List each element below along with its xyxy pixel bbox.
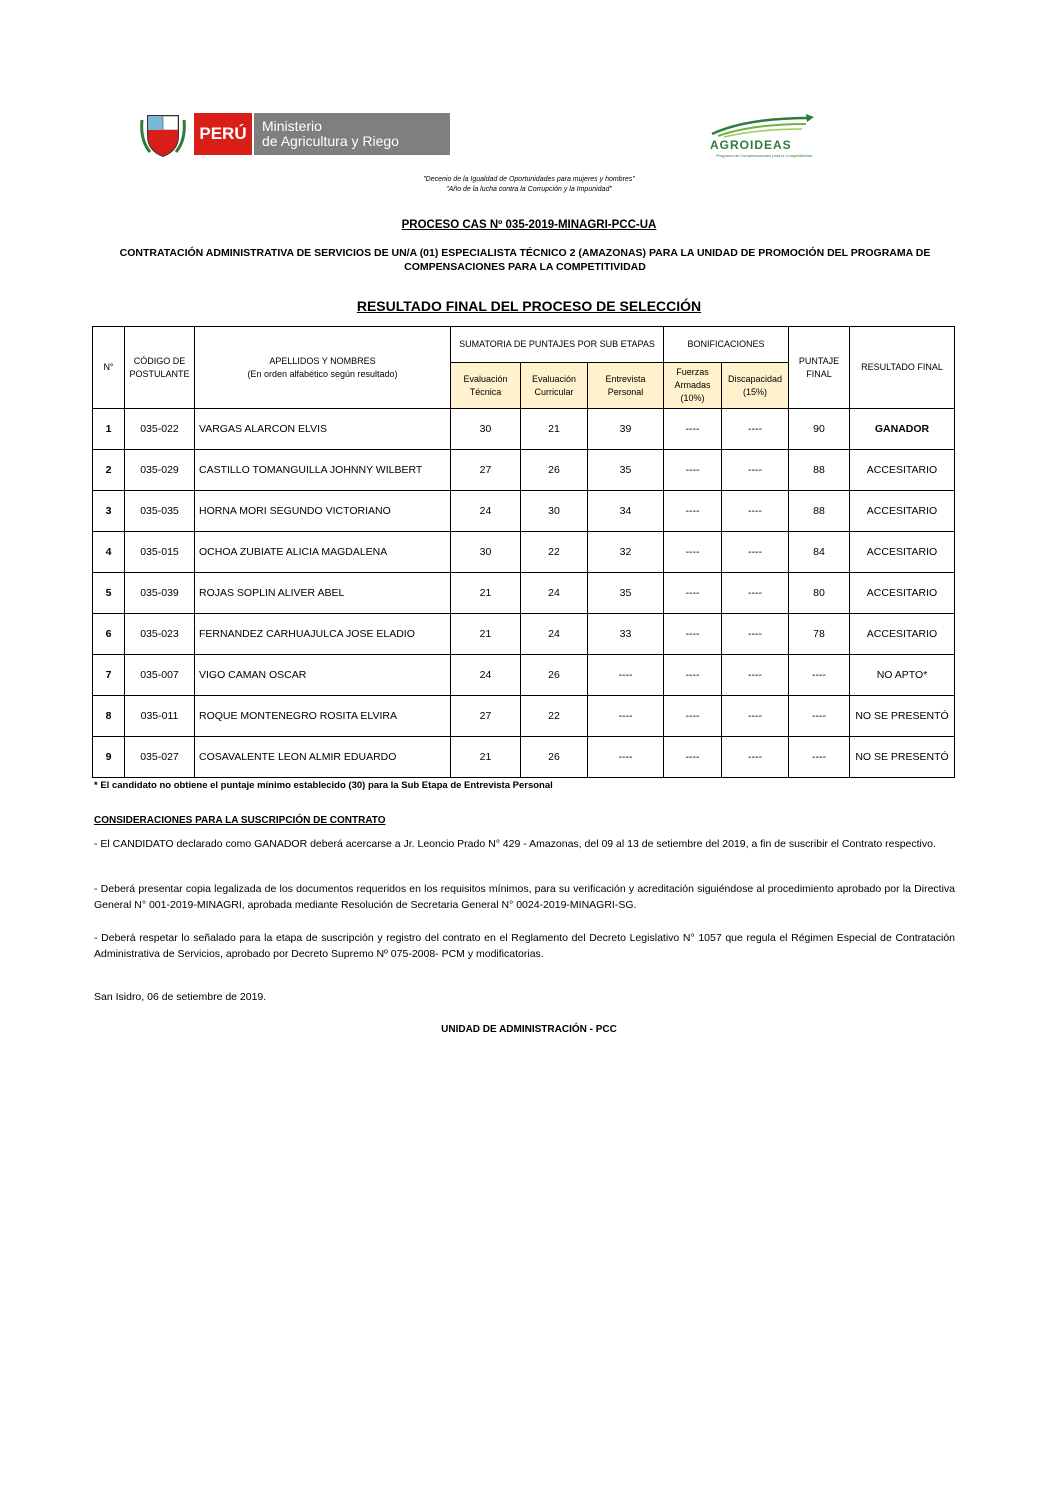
cell-final-score: 80 (789, 573, 850, 614)
cell-code: 035-015 (125, 532, 195, 573)
signature-date: San Isidro, 06 de setiembre de 2019. (94, 991, 267, 1003)
peru-label: PERÚ (194, 113, 252, 155)
cell-eval-cur: 26 (521, 450, 588, 491)
cell-interview: 34 (588, 491, 664, 532)
cell-code: 035-039 (125, 573, 195, 614)
cell-eval-cur: 30 (521, 491, 588, 532)
cell-disability: ---- (722, 409, 789, 450)
cell-final-result: NO APTO* (850, 655, 955, 696)
cell-final-result: ACCESITARIO (850, 614, 955, 655)
cell-eval-tec: 21 (451, 737, 521, 778)
header-sum-group: SUMATORIA DE PUNTAJES POR SUB ETAPAS (451, 327, 664, 363)
cell-interview: 35 (588, 573, 664, 614)
cell-code: 035-029 (125, 450, 195, 491)
header-eval-tec: Evaluación Técnica (451, 363, 521, 409)
cell-final-result: ACCESITARIO (850, 573, 955, 614)
header-code: CÓDIGO DE POSTULANTE (125, 327, 195, 409)
cell-final-score: ---- (789, 737, 850, 778)
cell-final-score: ---- (789, 696, 850, 737)
table-row (93, 737, 955, 778)
cell-name: ROJAS SOPLIN ALIVER ABEL (195, 573, 451, 614)
cell-disability: ---- (722, 573, 789, 614)
cell-final-score: 88 (789, 491, 850, 532)
cell-disability: ---- (722, 696, 789, 737)
cell-armed-forces: ---- (664, 491, 722, 532)
cell-armed-forces: ---- (664, 409, 722, 450)
cell-eval-cur: 24 (521, 573, 588, 614)
cell-code: 035-023 (125, 614, 195, 655)
cell-disability: ---- (722, 491, 789, 532)
cell-eval-cur: 21 (521, 409, 588, 450)
cell-eval-tec: 30 (451, 409, 521, 450)
cell-final-score: ---- (789, 655, 850, 696)
cell-eval-cur: 22 (521, 696, 588, 737)
cell-num: 7 (93, 655, 125, 696)
cell-interview: 39 (588, 409, 664, 450)
cell-num: 6 (93, 614, 125, 655)
cell-name: HORNA MORI SEGUNDO VICTORIANO (195, 491, 451, 532)
cell-interview: 32 (588, 532, 664, 573)
ministry-logo (140, 110, 452, 158)
cell-eval-cur: 26 (521, 737, 588, 778)
growth-arrows-icon (706, 112, 818, 138)
issuing-unit: UNIDAD DE ADMINISTRACIÓN - PCC (441, 1024, 617, 1035)
agroideas-logo (706, 112, 818, 160)
cell-code: 035-035 (125, 491, 195, 532)
cell-num: 9 (93, 737, 125, 778)
cell-eval-tec: 24 (451, 655, 521, 696)
cell-eval-tec: 24 (451, 491, 521, 532)
table-row (93, 655, 955, 696)
cell-final-score: 90 (789, 409, 850, 450)
header-name-sub: (En orden alfabético según resultado) (247, 368, 398, 379)
cell-final-score: 84 (789, 532, 850, 573)
cell-eval-tec: 27 (451, 450, 521, 491)
consideration-paragraph-2: - Deberá presentar copia legalizada de los documentos requeridos en los requisitos mínimos, para su verificación y acreditación siguiéndose al procedimiento aprobado por la Directiva General N° 001-2019-MINAGRI, aprobada mediante Resolución de Secretaria General N° 0024-2019-MINAGRI-SG. (94, 883, 955, 911)
decenio-line-1: "Decenio de la Igualdad de Oportunidades para mujeres y hombres" (423, 176, 635, 183)
ministry-line-1: Ministerio (262, 118, 322, 134)
cell-name: COSAVALENTE LEON ALMIR EDUARDO (195, 737, 451, 778)
considerations-title: CONSIDERACIONES PARA LA SUSCRIPCIÓN DE CONTRATO (94, 815, 386, 826)
header-num: N° (93, 327, 125, 409)
header-name-label: APELLIDOS Y NOMBRES (269, 355, 376, 366)
cell-interview: ---- (588, 655, 664, 696)
cell-final-score: 88 (789, 450, 850, 491)
table-row (93, 696, 955, 737)
cell-eval-tec: 30 (451, 532, 521, 573)
cell-code: 035-022 (125, 409, 195, 450)
coat-of-arms-icon (140, 110, 186, 158)
cell-interview: ---- (588, 696, 664, 737)
header-name (195, 327, 451, 409)
header-armed-forces: Fuerzas Armadas (10%) (664, 363, 722, 409)
cell-num: 2 (93, 450, 125, 491)
cell-armed-forces: ---- (664, 614, 722, 655)
cell-disability: ---- (722, 614, 789, 655)
cell-name: CASTILLO TOMANGUILLA JOHNNY WILBERT (195, 450, 451, 491)
cell-armed-forces: ---- (664, 450, 722, 491)
cell-code: 035-007 (125, 655, 195, 696)
cell-eval-cur: 22 (521, 532, 588, 573)
cell-final-result: ACCESITARIO (850, 532, 955, 573)
header-final-score: PUNTAJE FINAL (789, 327, 850, 409)
cell-armed-forces: ---- (664, 655, 722, 696)
cell-armed-forces: ---- (664, 532, 722, 573)
process-code: PROCESO CAS Nº 035-2019-MINAGRI-PCC-UA (401, 219, 657, 231)
cell-final-score: 78 (789, 614, 850, 655)
result-title: RESULTADO FINAL DEL PROCESO DE SELECCIÓN (356, 298, 702, 314)
cell-name: VIGO CAMAN OSCAR (195, 655, 451, 696)
consideration-paragraph-3: - Deberá respetar lo señalado para la etapa de suscripción y registro del contrato en el Reglamento del Decreto Legislativo N° 1057 que regula el Régimen Especial de Contratación Administrativa de Servicios, aprobado por Decreto Supremo Nº 075-2008- PCM y modificatorias. (94, 932, 955, 960)
cell-name: VARGAS ALARCON ELVIS (195, 409, 451, 450)
table-row (93, 491, 955, 532)
cell-num: 3 (93, 491, 125, 532)
ministry-line-2: de Agricultura y Riego (262, 133, 399, 149)
cell-eval-cur: 24 (521, 614, 588, 655)
cell-final-result: ACCESITARIO (850, 491, 955, 532)
cell-name: OCHOA ZUBIATE ALICIA MAGDALENA (195, 532, 451, 573)
ministry-name (254, 113, 450, 155)
footnote: * El candidato no obtiene el puntaje mínimo establecido (30) para la Sub Etapa de Entrevista Personal (94, 780, 553, 791)
cell-num: 1 (93, 409, 125, 450)
cell-final-result: NO SE PRESENTÓ (850, 737, 955, 778)
cell-final-result: ACCESITARIO (850, 450, 955, 491)
table-row (93, 450, 955, 491)
header-final-result: RESULTADO FINAL (850, 327, 955, 409)
cell-interview: 33 (588, 614, 664, 655)
cell-disability: ---- (722, 655, 789, 696)
cell-eval-cur: 26 (521, 655, 588, 696)
cell-code: 035-027 (125, 737, 195, 778)
table-row (93, 532, 955, 573)
cell-final-result: NO SE PRESENTÓ (850, 696, 955, 737)
cell-disability: ---- (722, 532, 789, 573)
decenio-line-2: "Año de la lucha contra la Corrupción y la Impunidad" (446, 186, 612, 193)
consideration-paragraph-1: - El CANDIDATO declarado como GANADOR deberá acercarse a Jr. Leoncio Prado N° 429 - Amazonas, del 09 al 13 de setiembre del 2019, a fin de suscribir el Contrato respectivo. (94, 838, 936, 850)
table-row (93, 614, 955, 655)
cell-eval-tec: 21 (451, 573, 521, 614)
cell-code: 035-011 (125, 696, 195, 737)
cell-num: 4 (93, 532, 125, 573)
header-interview: Entrevista Personal (588, 363, 664, 409)
cell-disability: ---- (722, 450, 789, 491)
header-eval-cur: Evaluación Curricular (521, 363, 588, 409)
table-row (93, 573, 955, 614)
cell-num: 8 (93, 696, 125, 737)
agroideas-subtitle: Programa de Compensaciones para la Competitividad (716, 153, 813, 158)
cell-interview: ---- (588, 737, 664, 778)
cell-name: ROQUE MONTENEGRO ROSITA ELVIRA (195, 696, 451, 737)
cell-interview: 35 (588, 450, 664, 491)
contract-title: CONTRATACIÓN ADMINISTRATIVA DE SERVICIOS DE UN/A (01) ESPECIALISTA TÉCNICO 2 (AMAZONAS) PARA LA UNIDAD DE PROMOCIÓN DEL PROGRAMA DE COMPENSACIONES PARA LA COMPETITIVIDAD (119, 247, 931, 273)
cell-final-result: GANADOR (850, 409, 955, 450)
results-table (92, 326, 955, 778)
agroideas-name: AGROIDEAS (710, 138, 792, 152)
cell-armed-forces: ---- (664, 737, 722, 778)
cell-num: 5 (93, 573, 125, 614)
cell-armed-forces: ---- (664, 696, 722, 737)
header-bonus-group: BONIFICACIONES (664, 327, 789, 363)
cell-name: FERNANDEZ CARHUAJULCA JOSE ELADIO (195, 614, 451, 655)
cell-armed-forces: ---- (664, 573, 722, 614)
cell-eval-tec: 27 (451, 696, 521, 737)
cell-eval-tec: 21 (451, 614, 521, 655)
header-disability: Discapacidad (15%) (722, 363, 789, 409)
table-row (93, 409, 955, 450)
cell-disability: ---- (722, 737, 789, 778)
